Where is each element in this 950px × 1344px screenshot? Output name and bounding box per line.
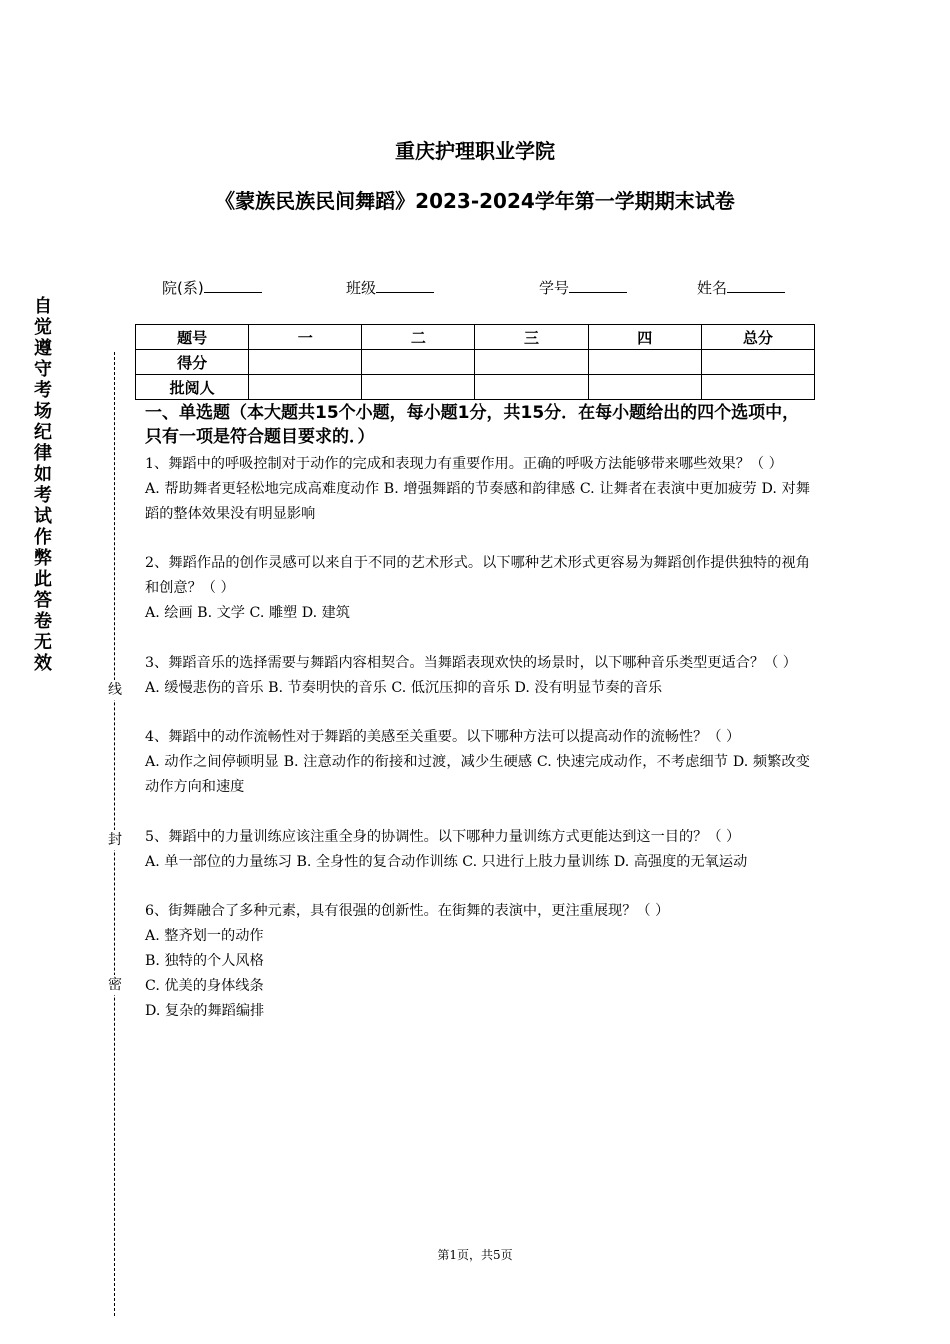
header-cell: 三	[475, 325, 588, 350]
score-cell[interactable]	[701, 350, 814, 375]
reviewer-cell[interactable]	[362, 375, 475, 400]
question-4	[145, 725, 810, 799]
binding-mark-secret: 密	[108, 977, 122, 993]
header-cell: 总分	[701, 325, 814, 350]
name-blank[interactable]	[727, 276, 785, 293]
class-field	[346, 276, 434, 298]
score-cell[interactable]	[588, 350, 701, 375]
reviewer-cell[interactable]	[701, 375, 814, 400]
class-label: 班级	[346, 279, 377, 297]
header-cell: 四	[588, 325, 701, 350]
score-cell[interactable]	[362, 350, 475, 375]
score-cell[interactable]	[249, 350, 362, 375]
question-options: A. 单一部位的力量练习 B. 全身性的复合动作训练 C. 只进行上肢力量训练 D. 高强度的无氧运动	[145, 853, 748, 870]
option-b: B. 独特的个人风格	[145, 952, 264, 969]
reviewer-row-label: 批阅人	[136, 375, 249, 400]
class-blank[interactable]	[376, 276, 434, 293]
option-c: C. 优美的身体线条	[145, 977, 264, 994]
question-text: 5、舞蹈中的力量训练应该注重全身的协调性。以下哪种力量训练方式更能达到这一目的？（ ）	[145, 828, 741, 845]
question-text: 4、舞蹈中的动作流畅性对于舞蹈的美感至关重要。以下哪种方法可以提高动作的流畅性？（ ）	[145, 729, 741, 746]
binding-mark-line: 线	[108, 682, 122, 698]
department-label: 院(系)	[162, 279, 204, 297]
reviewer-cell[interactable]	[249, 375, 362, 400]
school-title: 重庆护理职业学院	[395, 139, 555, 163]
reviewer-cell[interactable]	[475, 375, 588, 400]
question-1	[145, 452, 810, 526]
question-3	[145, 651, 810, 701]
student-id-label: 学号	[539, 279, 570, 297]
score-table-header-row	[136, 325, 815, 350]
option-d: D. 复杂的舞蹈编排	[145, 1002, 265, 1019]
reviewer-row	[136, 375, 815, 400]
score-table	[135, 324, 815, 400]
question-6	[145, 899, 810, 1023]
question-options: A. 动作之间停顿明显 B. 注意动作的衔接和过渡，减少生硬感 C. 快速完成动作，不考虑细节 D. 频繁改变动作方向和速度	[145, 754, 810, 795]
name-field	[697, 276, 785, 298]
question-5	[145, 825, 810, 875]
question-text: 3、舞蹈音乐的选择需要与舞蹈内容相契合。当舞蹈表现欢快的场景时，以下哪种音乐类型更适合？（ ）	[145, 654, 797, 671]
student-id-field	[539, 276, 627, 298]
department-blank[interactable]	[204, 276, 262, 293]
header-cell: 二	[362, 325, 475, 350]
score-row-label: 得分	[136, 350, 249, 375]
department-field	[162, 276, 262, 298]
score-cell[interactable]	[475, 350, 588, 375]
header-cell: 题号	[136, 325, 249, 350]
exam-discipline-note: 自觉遵守考场纪律如考试作弊此答卷无效	[34, 296, 52, 674]
header-cell: 一	[249, 325, 362, 350]
section-heading: 一、单选题（本大题共15个小题，每小题1分，共15分．在每小题给出的四个选项中，只有一项是符合题目要求的．）	[145, 403, 800, 447]
name-label: 姓名	[697, 279, 728, 297]
question-options: A. 帮助舞者更轻松地完成高难度动作 B. 增强舞蹈的节奏感和韵律感 C. 让舞者在表演中更加疲劳 D. 对舞蹈的整体效果没有明显影响	[145, 480, 810, 522]
question-text: 6、街舞融合了多种元素，具有很强的创新性。在街舞的表演中，更注重展现？（ ）	[145, 903, 670, 920]
binding-mark-seal: 封	[108, 832, 122, 848]
page-footer: 第1页，共5页	[437, 1248, 513, 1262]
student-id-blank[interactable]	[569, 276, 627, 293]
question-2	[145, 551, 810, 625]
question-options: A. 缓慢悲伤的音乐 B. 节奏明快的音乐 C. 低沉压抑的音乐 D. 没有明显节奏的音乐	[145, 679, 663, 696]
score-row	[136, 350, 815, 375]
reviewer-cell[interactable]	[588, 375, 701, 400]
question-text: 1、舞蹈中的呼吸控制对于动作的完成和表现力有重要作用。正确的呼吸方法能够带来哪些效果？（ ）	[145, 456, 783, 472]
exam-content	[145, 401, 810, 1048]
option-a: A. 整齐划一的动作	[145, 928, 264, 945]
exam-title: 《蒙族民族民间舞蹈》2023-2024学年第一学期期末试卷	[215, 189, 735, 213]
question-text: 2、舞蹈作品的创作灵感可以来自于不同的艺术形式。以下哪种艺术形式更容易为舞蹈创作提供独特的视角和创意？（ ）	[145, 555, 810, 597]
question-options: A. 绘画 B. 文学 C. 雕塑 D. 建筑	[145, 604, 350, 621]
